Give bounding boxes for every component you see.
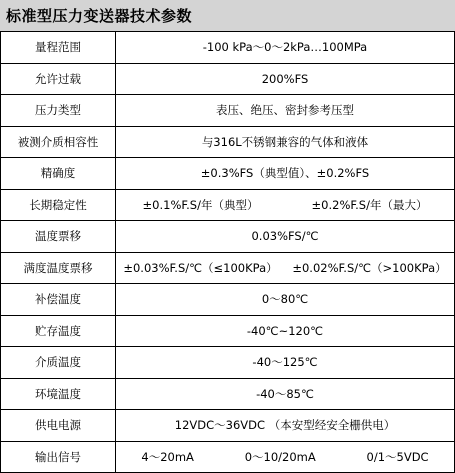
row-value: 200%FS [116,63,455,95]
row-value: -40～85℃ [116,378,455,410]
row-label: 供电电源 [1,410,116,442]
value-part: ±0.2%F.S/年（最大） [311,197,428,212]
row-label: 贮存温度 [1,315,116,347]
row-value: ±0.3%FS（典型值）、±0.2%FS [116,158,455,190]
row-label: 环境温度 [1,378,116,410]
value-split [116,260,454,276]
table-row [1,158,455,190]
row-value [116,252,455,284]
table-row [1,441,455,473]
row-label: 量程范围 [1,32,116,64]
table-row [1,221,455,253]
value-part: 0/1～5VDC [366,449,429,464]
value-part: 4～20mA [141,449,194,464]
row-label: 输出信号 [1,441,116,473]
value-part: ±0.03%F.S/℃（≤100KPa） [123,260,278,275]
table-row [1,189,455,221]
row-label: 满度温度票移 [1,252,116,284]
row-label: 介质温度 [1,347,116,379]
row-value [116,189,455,221]
row-label: 补偿温度 [1,284,116,316]
value-part: 0～10/20mA [244,449,316,464]
value-split [116,449,454,465]
row-label: 长期稳定性 [1,189,116,221]
row-label: 温度票移 [1,221,116,253]
table-row [1,95,455,127]
row-value: 0～80℃ [116,284,455,316]
title-bar [0,0,455,31]
table-row [1,410,455,442]
row-label: 被测介质相容性 [1,126,116,158]
row-value: 0.03%FS/℃ [116,221,455,253]
row-value [116,441,455,473]
row-label: 压力类型 [1,95,116,127]
table-row [1,63,455,95]
row-value: -100 kPa～0～2kPa…100MPa [116,32,455,64]
table-row [1,284,455,316]
page-title: 标准型压力变送器技术参数 [6,7,193,25]
table-row [1,347,455,379]
value-part: ±0.02%F.S/℃（>100KPa） [292,260,447,275]
row-value: 与316L不锈钢兼容的气体和液体 [116,126,455,158]
row-label: 精确度 [1,158,116,190]
value-split [116,197,454,213]
spec-table [0,31,455,473]
row-value: 12VDC～36VDC （本安型经安全栅供电） [116,410,455,442]
table-row [1,32,455,64]
row-value: -40～125℃ [116,347,455,379]
table-row [1,126,455,158]
table-row [1,315,455,347]
row-value: 表压、绝压、密封参考压型 [116,95,455,127]
row-label: 允许过载 [1,63,116,95]
row-value: -40℃~120℃ [116,315,455,347]
table-row [1,378,455,410]
value-part: ±0.1%F.S/年（典型） [142,197,259,212]
table-row [1,252,455,284]
